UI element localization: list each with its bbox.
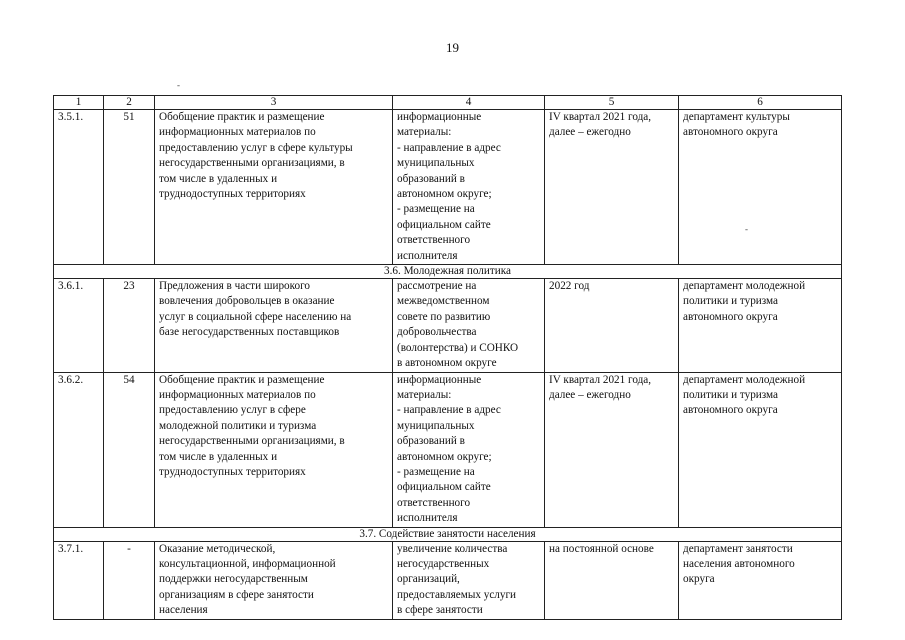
row-executor: департамент занятости населения автономного округа (679, 541, 842, 619)
row-term: на постоянной основе (545, 541, 679, 619)
row-executor: департамент культуры автономного округа (679, 110, 842, 265)
table-row (54, 372, 842, 527)
row-result: информационные материалы: - направление в адрес муниципальных образований в автономном округе; - размещение на официальном сайте ответственного исполнителя (393, 110, 545, 265)
row-executor: департамент молодежной политики и туризма автономного округа (679, 279, 842, 372)
row-activity: Обобщение практик и размещение информационных материалов по предоставлению услуг в сфере молодежной политики и туризма негосударственными организациями, в том числе в удаленных и труднодоступных территориях (155, 372, 393, 527)
column-header: 4 (393, 96, 545, 110)
page-number: 19 (446, 40, 459, 55)
row-reference: 23 (104, 279, 155, 372)
scan-mark: - (177, 80, 180, 90)
activity-plan-table (53, 95, 842, 620)
row-term: IV квартал 2021 года, далее – ежегодно (545, 110, 679, 265)
row-term: 2022 год (545, 279, 679, 372)
column-header: 3 (155, 96, 393, 110)
row-reference: 54 (104, 372, 155, 527)
section-title: 3.6. Молодежная политика (54, 265, 842, 279)
row-reference: 51 (104, 110, 155, 265)
row-number: 3.7.1. (54, 541, 104, 619)
row-number: 3.5.1. (54, 110, 104, 265)
row-number: 3.6.2. (54, 372, 104, 527)
row-activity: Предложения в части широкого вовлечения добровольцев в оказание услуг в социальной сфере населению на базе негосударственных поставщиков (155, 279, 393, 372)
row-activity: Обобщение практик и размещение информационных материалов по предоставлению услуг в сфере культуры негосударственными организациями, в том числе в удаленных и труднодоступных территориях (155, 110, 393, 265)
row-number: 3.6.1. (54, 279, 104, 372)
table-row (54, 541, 842, 619)
row-term: IV квартал 2021 года, далее – ежегодно (545, 372, 679, 527)
column-header: 2 (104, 96, 155, 110)
scan-mark: - (745, 224, 748, 234)
table-row (54, 110, 842, 265)
section-row (54, 265, 842, 279)
section-row (54, 527, 842, 541)
row-result: информационные материалы: - направление в адрес муниципальных образований в автономном округе; - размещение на официальном сайте ответственного исполнителя (393, 372, 545, 527)
column-header: 5 (545, 96, 679, 110)
row-reference: - (104, 541, 155, 619)
table-row (54, 279, 842, 372)
row-activity: Оказание методической, консультационной, информационной поддержки негосударственным организациям в сфере занятости населения (155, 541, 393, 619)
row-result: рассмотрение на межведомственном совете по развитию добровольчества (волонтерства) и СОНКО в автономном округе (393, 279, 545, 372)
row-result: увеличение количества негосударственных организаций, предоставляемых услуги в сфере занятости (393, 541, 545, 619)
section-title: 3.7. Содействие занятости населения (54, 527, 842, 541)
row-executor: департамент молодежной политики и туризма автономного округа (679, 372, 842, 527)
table-header-row (54, 96, 842, 110)
column-header: 1 (54, 96, 104, 110)
column-header: 6 (679, 96, 842, 110)
